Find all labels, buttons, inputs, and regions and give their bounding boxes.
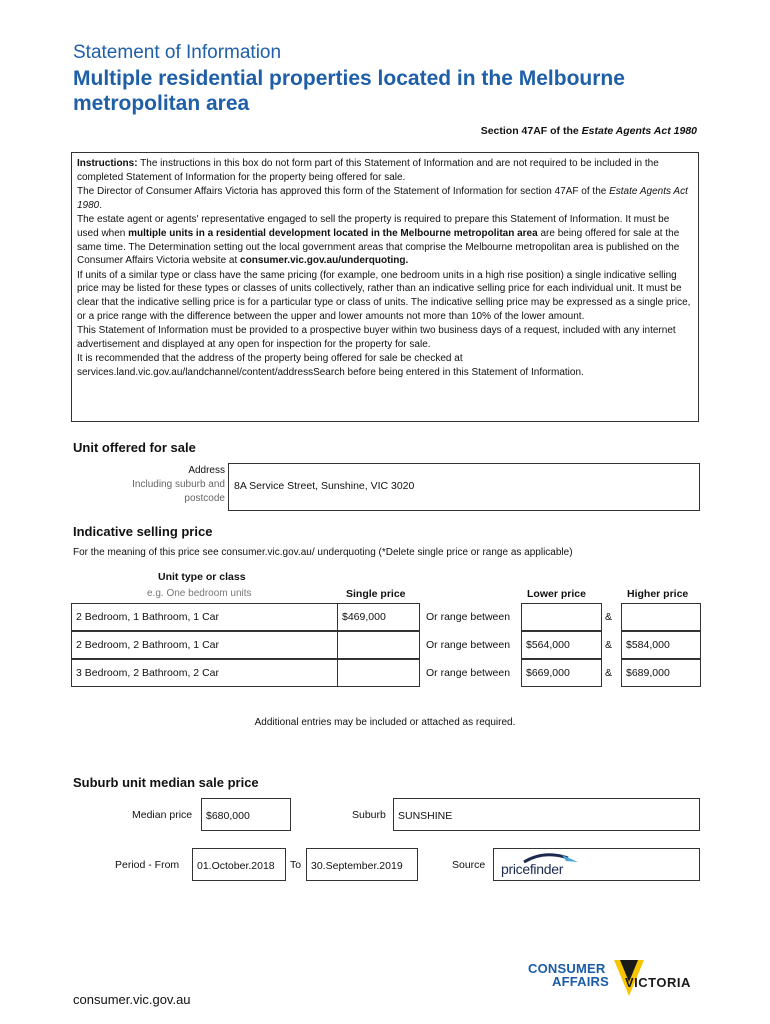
period-to-label: To xyxy=(290,859,302,871)
unit-type-field[interactable]: 2 Bedroom, 2 Bathroom, 1 Car xyxy=(71,631,338,659)
unit-offered-heading: Unit offered for sale xyxy=(73,440,196,455)
higher-price-field[interactable]: $584,000 xyxy=(621,631,701,659)
instructions-box xyxy=(71,152,699,422)
price-meaning-note: For the meaning of this price see consumer.vic.gov.au/ underquoting (*Delete single price or range as applicable) xyxy=(73,547,573,558)
footer-url: consumer.vic.gov.au xyxy=(73,992,191,1007)
range-label: Or range between xyxy=(426,667,511,679)
instructions-paragraph: The Director of Consumer Affairs Victoria has approved this form of the Statement of Information for section 47AF of the Estate Agents Act 1980. xyxy=(77,186,688,211)
range-ampersand: & xyxy=(605,639,613,651)
unit-type-column-header: Unit type or class xyxy=(158,571,246,583)
section-reference: Section 47AF of the Estate Agents Act 1980 xyxy=(480,125,697,137)
form-subtitle: Statement of Information xyxy=(73,42,282,63)
range-ampersand: & xyxy=(605,611,613,623)
unit-type-field[interactable]: 2 Bedroom, 1 Bathroom, 1 Car xyxy=(71,603,338,631)
suburb-field[interactable]: SUNSHINE xyxy=(393,798,700,831)
single-price-field[interactable] xyxy=(337,659,420,687)
address-field[interactable]: 8A Service Street, Sunshine, VIC 3020 xyxy=(228,463,700,511)
single-price-field[interactable]: $469,000 xyxy=(337,603,420,631)
lower-price-column-header: Lower price xyxy=(527,588,586,600)
single-price-column-header: Single price xyxy=(346,588,406,600)
period-from-field[interactable]: 01.October.2018 xyxy=(192,848,286,881)
range-label: Or range between xyxy=(426,639,511,651)
source-label: Source xyxy=(452,859,486,871)
higher-price-field[interactable] xyxy=(621,603,701,631)
unit-type-example: e.g. One bedroom units xyxy=(147,588,252,599)
median-price-heading: Suburb unit median sale price xyxy=(73,775,259,790)
period-to-field[interactable]: 30.September.2019 xyxy=(306,848,418,881)
unit-type-field[interactable]: 3 Bedroom, 2 Bathroom, 2 Car xyxy=(71,659,338,687)
range-ampersand: & xyxy=(605,667,613,679)
consumer-affairs-victoria-logo: CONSUMER AFFAIRS VICTORIA xyxy=(528,958,704,1002)
lower-price-field[interactable]: $564,000 xyxy=(521,631,602,659)
additional-entries-note: Additional entries may be included or attached as required. xyxy=(254,717,516,728)
instructions-paragraph: If units of a similar type or class have the same pricing (for example, one bedroom units in a high rise position) a single indicative selling price may be listed for these types or classes of units collectively, rather than an indicative selling price for each individual unit. It must be clear that the indicative selling price is for a particular type or class of units. The indicative selling price may be expressed as a single price, or a price range with the difference between the upper and lower amounts not more than 10% of the lower amount. xyxy=(77,269,691,322)
lower-price-field[interactable] xyxy=(521,603,602,631)
form-title: Multiple residential properties located in the Melbourne metropolitan area xyxy=(73,67,625,115)
instructions-paragraph: It is recommended that the address of the property being offered for sale be checked at services.land.vic.gov.au/landchannel/content/addressSearch before being entered in this Statement of Information. xyxy=(77,353,584,378)
underquoting-link: consumer.vic.gov.au/underquoting. xyxy=(240,255,409,267)
period-from-label: Period - From xyxy=(115,859,180,871)
instructions-paragraph: Instructions: The instructions in this box do not form part of this Statement of Information and are not required to be included in the completed Statement of Information for the property being offered for sale. xyxy=(77,158,659,183)
instructions-paragraph: The estate agent or agents' representative engaged to sell the property is required to prepare this Statement of Information. It must be used when multiple units in a residential development located in the Melbourne metropolitan area are being offered for sale at the same time. The Determination setting out the local government areas that comprise the Melbourne metropolitan area is published on the Consumer Affairs Victoria website at consumer.vic.gov.au/underquoting. xyxy=(77,214,680,267)
median-price-field[interactable]: $680,000 xyxy=(201,798,291,831)
single-price-field[interactable] xyxy=(337,631,420,659)
indicative-price-heading: Indicative selling price xyxy=(73,524,213,539)
suburb-label: Suburb xyxy=(352,809,386,821)
act-name: Estate Agents Act 1980 xyxy=(581,125,697,137)
higher-price-column-header: Higher price xyxy=(627,588,689,600)
range-label: Or range between xyxy=(426,611,511,623)
instructions-paragraph: This Statement of Information must be provided to a prospective buyer within two business days of a request, included with any internet advertisement and displayed at any open for inspection for the property for sale. xyxy=(77,325,676,350)
address-label: Address Including suburb and postcode xyxy=(132,465,225,504)
higher-price-field[interactable]: $689,000 xyxy=(621,659,701,687)
median-price-label: Median price xyxy=(132,809,193,821)
pricefinder-logo: pricefinder xyxy=(500,852,590,880)
lower-price-field[interactable]: $669,000 xyxy=(521,659,602,687)
